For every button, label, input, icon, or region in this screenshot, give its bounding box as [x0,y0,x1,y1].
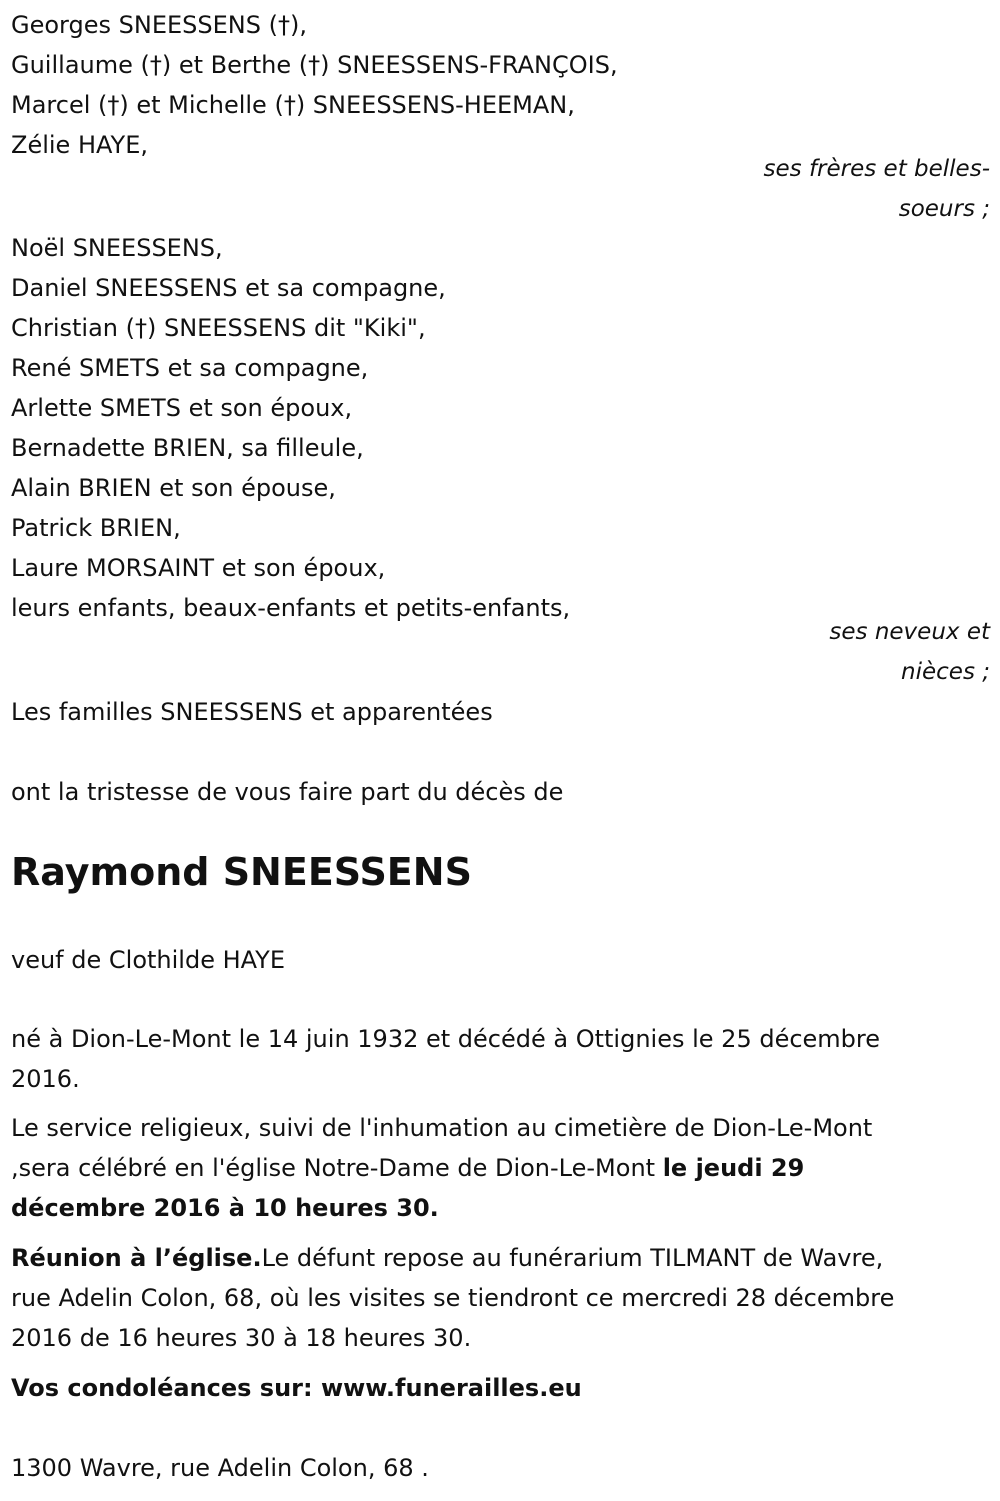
nephew-line: Daniel SNEESSENS et sa compagne, [11,274,446,302]
reunion-text: Le défunt repose au funérarium TILMANT de Wavre, [261,1244,884,1272]
siblings-role: soeurs ; [898,196,990,222]
nephew-line: Laure MORSAINT et son époux, [11,554,386,582]
nephew-line: Noël SNEESSENS, [11,234,223,262]
siblings-role: ses frères et belles- [763,156,990,182]
nephew-line: Bernadette BRIEN, sa filleule, [11,434,364,462]
service-date-line: décembre 2016 à 10 heures 30. [11,1194,439,1222]
sibling-line: Georges SNEESSENS (†), [11,11,307,39]
announcement-line: ont la tristesse de vous faire part du décès de [11,778,564,806]
reunion-line [11,1243,883,1273]
sibling-line: Zélie HAYE, [11,131,148,159]
nephew-line: leurs enfants, beaux-enfants et petits-enfants, [11,594,571,622]
reunion-line: 2016 de 16 heures 30 à 18 heures 30. [11,1324,472,1352]
condolences-link[interactable]: Vos condoléances sur: www.funerailles.eu [11,1374,582,1402]
birth-death-line: né à Dion-Le-Mont le 14 juin 1932 et décédé à Ottignies le 25 décembre [11,1025,881,1053]
sibling-line: Guillaume (†) et Berthe (†) SNEESSENS-FRANÇOIS, [11,51,618,79]
service-text: ,sera célébré en l'église Notre-Dame de Dion-Le-Mont [11,1154,663,1182]
nephew-line: Christian (†) SNEESSENS dit "Kiki", [11,314,426,342]
reunion-line: rue Adelin Colon, 68, où les visites se tiendront ce mercredi 28 décembre [11,1284,895,1312]
nephew-line: René SMETS et sa compagne, [11,354,369,382]
address-line: 1300 Wavre, rue Adelin Colon, 68 . [11,1454,429,1482]
nephews-role: ses neveux et [829,619,990,645]
service-date: le jeudi 29 [662,1154,805,1182]
reunion-label: Réunion à l’église. [11,1244,262,1272]
service-line: Le service religieux, suivi de l'inhumation au cimetière de Dion-Le-Mont [11,1114,873,1142]
birth-death-line: 2016. [11,1065,80,1093]
service-line [11,1153,804,1183]
families-line: Les familles SNEESSENS et apparentées [11,698,493,726]
nephew-line: Patrick BRIEN, [11,514,181,542]
nephew-line: Alain BRIEN et son épouse, [11,474,336,502]
nephews-role: nièces ; [901,659,990,685]
sibling-line: Marcel (†) et Michelle (†) SNEESSENS-HEEMAN, [11,91,575,119]
widower-line: veuf de Clothilde HAYE [11,946,286,974]
deceased-name: Raymond SNEESSENS [11,850,472,894]
nephew-line: Arlette SMETS et son époux, [11,394,353,422]
